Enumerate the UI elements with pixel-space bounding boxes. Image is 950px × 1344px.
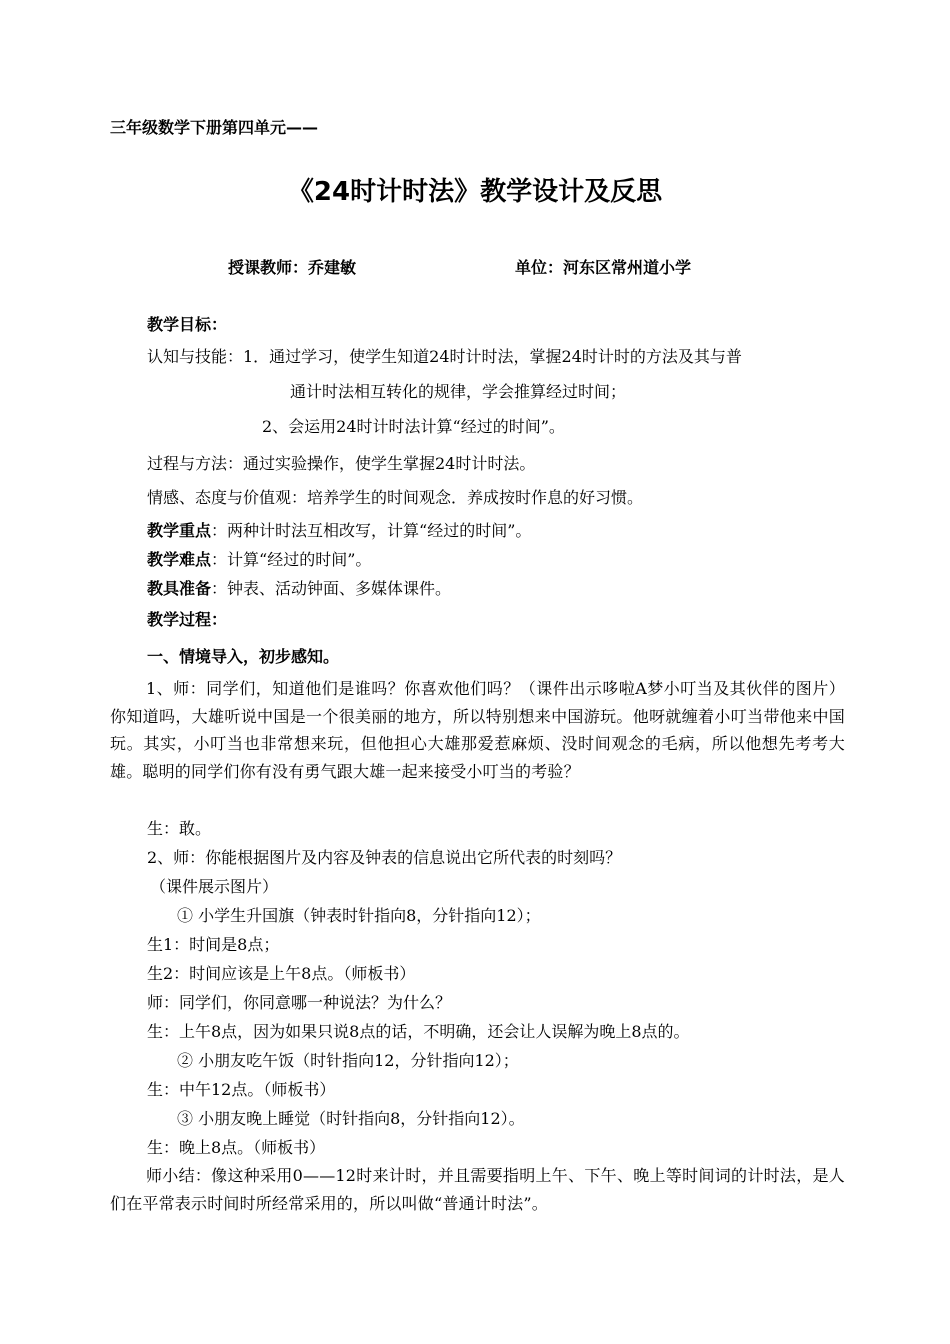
objective-cognitive-2: 2、会运用24时计时法计算“经过的时间”。 xyxy=(262,417,565,436)
teacher-question-2: 2、师：你能根据图片及内容及钟表的信息说出它所代表的时刻吗？ xyxy=(147,848,622,867)
teacher-line: 授课教师：乔建敏 xyxy=(228,258,357,277)
teacher-question-3: 师：同学们，你同意哪一种说法？为什么？ xyxy=(147,993,452,1012)
teacher-summary: 师小结：像这种采用0——12时来计时，并且需要指明上午、下午、晚上等时间词的计时法，是人们在平常表示时间时所经常采用的，所以叫做“普通计时法”。 xyxy=(110,1166,845,1213)
difficulty-text: ：计算“经过的时间”。 xyxy=(211,550,372,569)
focus-text: ：两种计时法互相改写，计算“经过的时间”。 xyxy=(211,521,532,540)
focus-label: 教学重点 xyxy=(147,521,212,540)
focus-line xyxy=(147,520,531,542)
tools-label: 教具准备 xyxy=(147,579,212,598)
student-answer-dare: 生：敢。 xyxy=(147,819,212,838)
item-2-lunch: ② 小朋友吃午饭（时针指向12，分针指向12）； xyxy=(177,1051,519,1070)
section-1-heading: 一、情境导入，初步感知。 xyxy=(147,647,340,666)
student-answer-evening: 生：晚上8点。（师板书） xyxy=(147,1138,326,1157)
section-1-paragraph-1: 1、师：同学们，知道他们是谁吗？你喜欢他们吗？（课件出示哆啦A梦小叮当及其伙伴的图片）你知道吗，大雄听说中国是一个很美丽的地方，所以特别想来中国游玩。他呀就缠着小叮当带他来中国玩。其实，小叮当也非常想来玩，但他担心大雄那爱惹麻烦、没时间观念的毛病，所以他想先考考大雄。聪明的同学们你有没有勇气跟大雄一起来接受小叮当的考验？ xyxy=(110,679,845,781)
item-3-sleep: ③ 小朋友晚上睡觉（时针指向8，分针指向12）。 xyxy=(177,1109,525,1128)
item-1-flag-raising: ① 小学生升国旗（钟表时针指向8，分针指向12）； xyxy=(177,906,541,925)
process-heading: 教学过程： xyxy=(147,610,228,629)
objectives-heading: 教学目标： xyxy=(147,315,228,334)
difficulty-line xyxy=(147,549,371,571)
objective-cognitive-1b: 通计时法相互转化的规律，学会推算经过时间； xyxy=(290,382,627,401)
school-line: 单位：河东区常州道小学 xyxy=(515,258,692,277)
objective-process: 过程与方法：通过实验操作，使学生掌握24时计时法。 xyxy=(147,454,536,473)
unit-line: 三年级数学下册第四单元—— xyxy=(110,118,319,137)
student-1-answer: 生1：时间是8点； xyxy=(147,935,280,954)
objective-emotion: 情感、态度与价值观：培养学生的时间观念．养成按时作息的好习惯。 xyxy=(147,488,644,507)
courseware-note: （课件展示图片） xyxy=(150,877,279,896)
student-answer-noon: 生：中午12点。（师板书） xyxy=(147,1080,336,1099)
student-2-answer: 生2：时间应该是上午8点。（师板书） xyxy=(147,964,416,983)
objective-cognitive-1a: 认知与技能：1．通过学习，使学生知道24时计时法，掌握24时计时的方法及其与普 xyxy=(147,347,742,366)
tools-text: ：钟表、活动钟面、多媒体课件。 xyxy=(211,579,452,598)
student-answer-morning: 生：上午8点，因为如果只说8点的话，不明确，还会让人误解为晚上8点的。 xyxy=(147,1022,690,1041)
tools-line xyxy=(147,578,451,600)
difficulty-label: 教学难点 xyxy=(147,550,212,569)
page-title: 《24时计时法》教学设计及反思 xyxy=(287,177,663,207)
